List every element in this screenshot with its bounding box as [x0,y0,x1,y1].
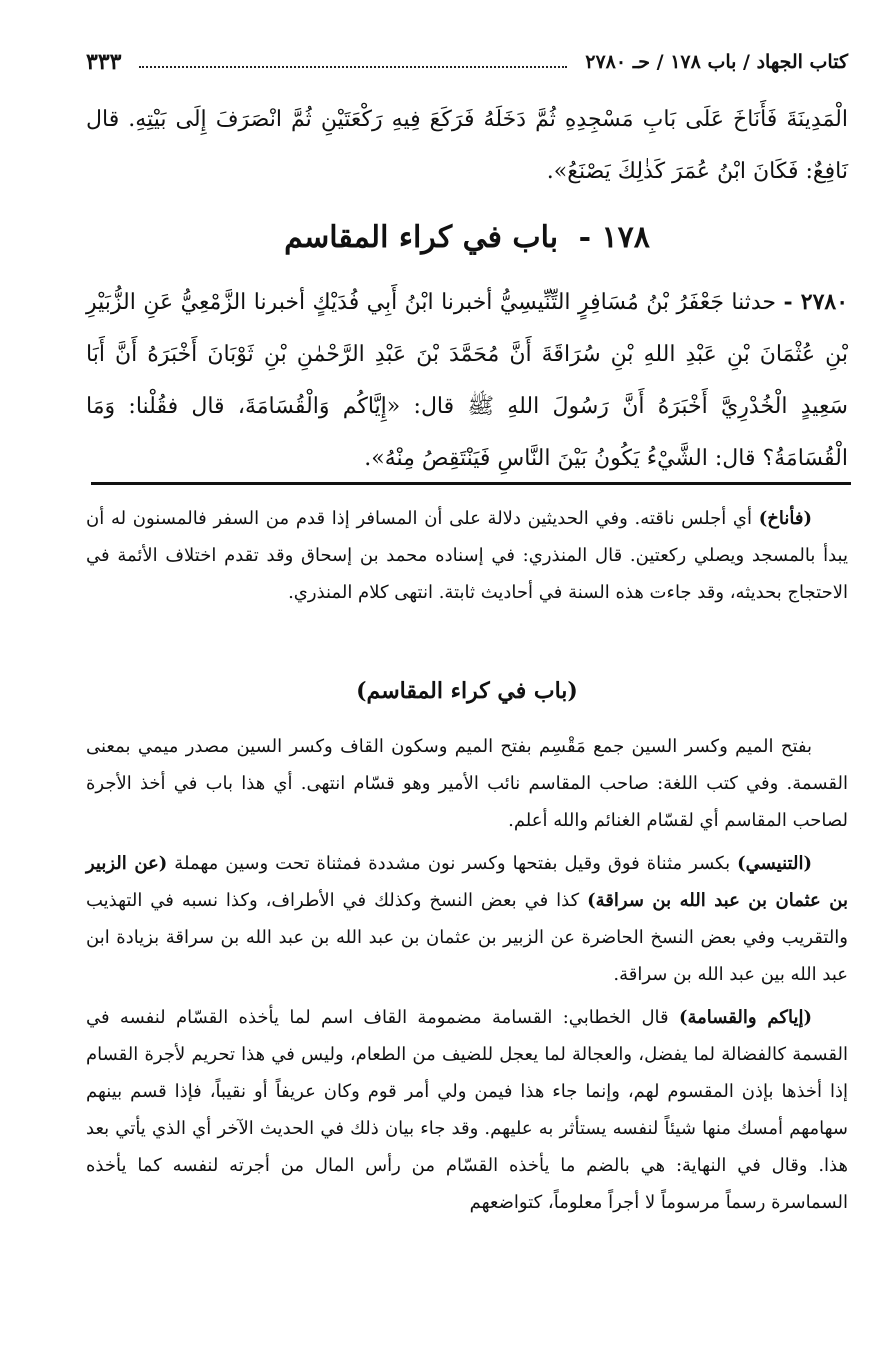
hadith-text: حدثنا جَعْفَرُ بْنُ مُسَافِرٍ التِّنِّيسِيُّ أخبرنا ابْنُ أَبِي فُدَيْكٍ أخبرنا الزَّمْعِيُّ عَنِ الزُّبَيْرِ بْنِ عُثْمَانَ بْنِ عَبْدِ اللهِ بْنِ سُرَاقَةَ أَنَّ مُحَمَّدَ بْنَ عَبْدِ الرَّحْمٰنِ بْنِ ثَوْبَانَ أَخْبَرَهُ أَنَّ أَبَا سَعِيدٍ الْخُدْرِيَّ أَخْبَرَهُ أَنَّ رَسُولَ اللهِ ﷺ قال: «إِيَّاكُم وَالْقُسَامَةَ، قال فقُلْنا: وَمَا الْقُسَامَةُ؟ قال: الشَّيْءُ يَكُونُ بَيْنَ النَّاسِ فَيَنْتَقِصُ مِنْهُ». [86,290,848,471]
commentary-block-1 [86,500,848,611]
chapter-title: في كراء المقاسم [284,220,502,255]
hadith-number: ٢٧٨٠ - [783,289,849,315]
commentary-term: (إياكم والقسامة) [678,1007,812,1028]
commentary-paragraph [86,845,848,993]
commentary-term: (فأناخ) [758,508,812,529]
chapter-number: ١٧٨ - [578,220,650,255]
running-header [86,42,848,82]
commentary-term: (التنيسي) [737,853,812,874]
commentary-text: بكسر مثناة فوق وقيل بفتحها وكسر نون مشددة فمثناة تحت وسين مهملة [174,853,731,874]
commentary-paragraph [86,728,848,839]
chapter-word: باب [512,220,559,255]
page-number: ٣٣٣ [86,49,122,75]
continuation-text: الْمَدِينَةَ فَأَنَاخَ عَلَى بَابِ مَسْجِدِهِ ثُمَّ دَخَلَهُ فَرَكَعَ فِيهِ رَكْعَتَيْنِ ثُمَّ انْصَرَفَ إِلَى بَيْتِهِ. قال نَافِعٌ: فَكَانَ ابْنُ عُمَرَ كَذٰلِكَ يَصْنَعُ». [86,107,848,184]
hadith-continuation [86,94,848,198]
commentary-text: قال الخطابي: القسامة مضمومة القاف اسم لما يأخذه القسّام لنفسه في القسمة كالفضالة لما يفضل، والعجالة لما يعجل للضيف من الطعام، وليس في هذا تحريم لأجرة القسام إذا أخذها بإذن المقسوم لهم، وإنما جاء هذا فيمن ولي أمر قوم وكان عريفاً أو نقيباً، فإذا قسم بينهم سهامهم أمسك منها شيئاً لنفسه يستأثر به عليهم. وقد جاء بيان ذلك في الحديث الآخر أي الذي يأتي بعد هذا. وقال في النهاية: هي بالضم ما يأخذه القسّام من رأس المال من أجرته لنفسه كما يأخذه السماسرة رسماً مرسوماً لا أجراً معلوماً، كتواضعهم [86,1007,848,1213]
commentary-paragraph [86,999,848,1221]
commentary-text: بفتح الميم وكسر السين جمع مَقْسِم بفتح الميم وسكون القاف وكسر السين مصدر ميمي بمعنى القسمة. وفي كتب اللغة: صاحب المقاسم نائب الأمير وهو قسّام انتهى. أي هذا باب في أخذ الأجرة لصاحب المقاسم أي لقسّام الغنائم والله أعلم. [86,736,848,831]
commentary-subheading: (باب في كراء المقاسم) [356,678,578,704]
commentary-paragraph [86,500,848,611]
header-dot-leader [139,56,567,68]
commentary-block-2 [86,728,848,1221]
commentary-term: (عن الزبير بن عثمان بن عبد الله بن سراقة) [86,853,848,911]
chapter-heading [86,220,848,255]
running-title: كتاب الجهاد / باب ١٧٨ / حـ ٢٧٨٠ [585,51,848,73]
commentary-text: أي أجلس ناقته. وفي الحديثين دلالة على أن المسافر إذا قدم من السفر فالمسنون له أن يبدأ بالمسجد ويصلي ركعتين. قال المنذري: في إسناده محمد بن إسحاق وقد تقدم اختلاف الأئمة في الاحتجاج بحديثه، وقد جاءت هذه السنة في أحاديث ثابتة. انتهى كلام المنذري. [86,508,848,603]
commentary-text: كذا في بعض النسخ وكذلك في الأطراف، وكذا نسبه في التهذيب والتقريب وفي بعض النسخ الحاضرة عن الزبير بن عثمان بن عبد الله بن عبد الله بن سراقة بزيادة ابن عبد الله بين عبد الله بن سراقة. [86,890,848,985]
hadith-block [86,276,848,485]
footnote-separator [91,482,851,485]
